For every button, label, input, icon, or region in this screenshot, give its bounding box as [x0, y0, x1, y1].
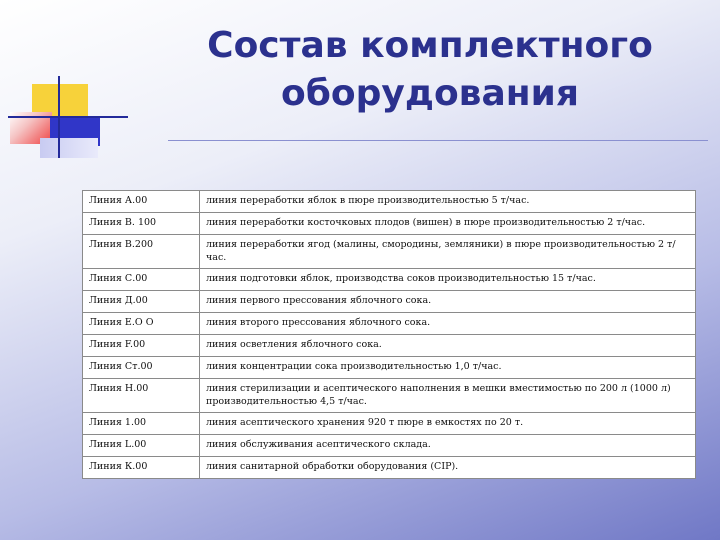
- line-name-cell: Линия 1.00: [83, 413, 200, 435]
- line-description-cell: линия стерилизации и асептического наполнения в мешки вместимостью по 200 л (1000 л) производительностью 4,5 т/час.: [200, 379, 696, 413]
- line-name-cell: Линия F.00: [83, 335, 200, 357]
- line-name-cell: Линия К.00: [83, 457, 200, 479]
- line-name-cell: Линия Е.О О: [83, 313, 200, 335]
- table-row: [83, 313, 696, 335]
- line-description-cell: линия подготовки яблок, производства соков производительностью 15 т/час.: [200, 269, 696, 291]
- line-description-cell: линия асептического хранения 920 т пюре в емкостях по 20 т.: [200, 413, 696, 435]
- table-row: [83, 213, 696, 235]
- table-row: [83, 379, 696, 413]
- table-row: [83, 335, 696, 357]
- line-name-cell: Линия L.00: [83, 435, 200, 457]
- line-description-cell: линия обслуживания асептического склада.: [200, 435, 696, 457]
- slide-title-line-2: оборудования: [281, 73, 579, 114]
- table-row: [83, 291, 696, 313]
- line-description-cell: линия осветления яблочного сока.: [200, 335, 696, 357]
- line-description-cell: линия переработки ягод (малины, смородины, земляники) в пюре производительностью 2 т/час.: [200, 235, 696, 269]
- line-description-cell: линия первого прессования яблочного сока.: [200, 291, 696, 313]
- equipment-table: [82, 190, 696, 479]
- line-description-cell: линия второго прессования яблочного сока.: [200, 313, 696, 335]
- table-row: [83, 435, 696, 457]
- table-row: [83, 457, 696, 479]
- table-row: [83, 235, 696, 269]
- line-description-cell: линия санитарной обработки оборудования (СIР).: [200, 457, 696, 479]
- table-row: [83, 191, 696, 213]
- decor-lavender-square: [40, 138, 98, 158]
- title-separator-line: [168, 140, 708, 141]
- line-description-cell: линия переработки яблок в пюре производительностью 5 т/час.: [200, 191, 696, 213]
- table-row: [83, 269, 696, 291]
- line-name-cell: Линия В.200: [83, 235, 200, 269]
- line-name-cell: Линия Ст.00: [83, 357, 200, 379]
- table-row: [83, 413, 696, 435]
- line-name-cell: Линия С.00: [83, 269, 200, 291]
- slide-title: [160, 22, 700, 118]
- table-row: [83, 357, 696, 379]
- line-name-cell: Линия Н.00: [83, 379, 200, 413]
- line-description-cell: линия концентрации сока производительностью 1,0 т/час.: [200, 357, 696, 379]
- line-name-cell: Линия Д.00: [83, 291, 200, 313]
- line-name-cell: Линия В. 100: [83, 213, 200, 235]
- line-name-cell: Линия А.00: [83, 191, 200, 213]
- slide-title-line-1: Состав комплектного: [207, 25, 653, 66]
- line-description-cell: линия переработки косточковых плодов (вишен) в пюре производительностью 2 т/час.: [200, 213, 696, 235]
- decor-horizontal-line: [8, 116, 128, 118]
